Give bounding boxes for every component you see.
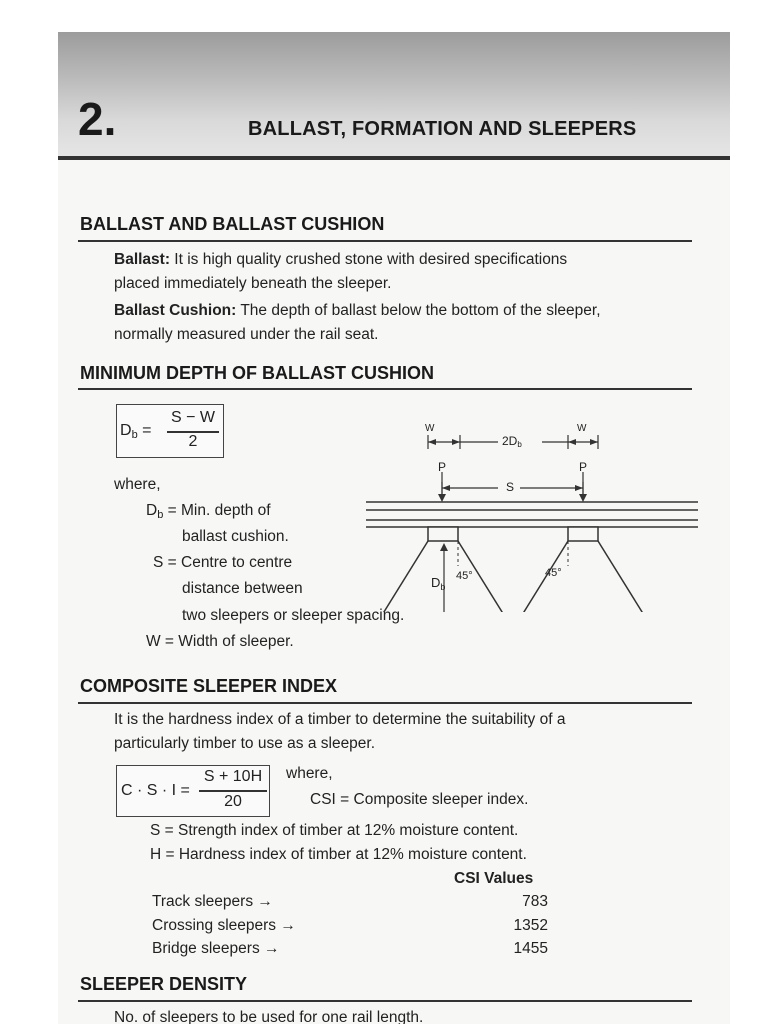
diagram-angle-right: 45°: [545, 567, 562, 579]
csi-definition: CSI = Composite sleeper index.: [310, 791, 529, 808]
cushion-def-line2: normally measured under the rail seat.: [114, 326, 379, 343]
db-definition: $D_b$ = Min. depth of: [146, 502, 271, 521]
formula-lhs: $D_b$ =: [120, 422, 152, 441]
min-depth-formula-box: [116, 404, 224, 458]
row-bridge-value: 1455: [513, 940, 548, 957]
header-divider: [58, 156, 730, 160]
row-track-label: Track sleepers →: [152, 893, 273, 910]
cushion-def-line1: The depth of ballast below the bottom of the sleeper,: [236, 302, 601, 319]
csi-formula-lhs: C · S · I =: [121, 782, 190, 799]
chapter-title: BALLAST, FORMATION AND SLEEPERS: [248, 118, 637, 140]
book-page: [58, 32, 730, 1024]
diagram-p-right: P: [579, 460, 588, 474]
cushion-definition: [114, 299, 601, 347]
fraction-bar: [199, 790, 267, 792]
ballast-term: Ballast:: [114, 251, 170, 268]
formula-denominator: 2: [188, 433, 198, 450]
section-divider: [78, 240, 692, 242]
strength-definition: S = Strength index of timber at 12% moisture content.: [150, 822, 519, 839]
section-divider: [78, 702, 692, 704]
section-heading-csi: COMPOSITE SLEEPER INDEX: [80, 676, 338, 696]
csi-values-header: CSI Values: [454, 870, 534, 887]
row-crossing-value: 1352: [513, 917, 548, 934]
csi-formula-box: [116, 765, 270, 817]
diagram-p-left: P: [438, 460, 447, 474]
s-definition: S = Centre to centre: [153, 554, 293, 571]
section-heading-ballast: BALLAST AND BALLAST CUSHION: [80, 214, 385, 234]
s-definition-cont2: two sleepers or sleeper spacing.: [182, 607, 405, 624]
csi-intro: It is the hardness index of a timber to determine the suitability of a particularly timber to use as a sleeper.: [114, 711, 566, 752]
diagram-w-left: W: [425, 423, 435, 434]
csi-formula-denominator: 20: [224, 793, 242, 810]
section-heading-sleeper-density: SLEEPER DENSITY: [80, 974, 248, 994]
ballast-def-line1: It is high quality crushed stone with desired specifications: [170, 251, 568, 268]
diagram-w-right: W: [577, 423, 587, 434]
ballast-definition: [114, 248, 567, 296]
diagram-2db: 2Db: [502, 434, 522, 449]
db-definition-cont: ballast cushion.: [182, 528, 289, 545]
csi-formula-numerator: S + 10H: [203, 768, 263, 785]
w-definition: W = Width of sleeper.: [146, 633, 294, 650]
csi-where: where,: [286, 765, 333, 782]
section-heading-min-depth: MINIMUM DEPTH OF BALLAST CUSHION: [80, 363, 434, 383]
ballast-def-line2: placed immediately beneath the sleeper.: [114, 275, 392, 292]
s-definition-cont: distance between: [182, 580, 303, 597]
cushion-term: Ballast Cushion:: [114, 302, 237, 319]
section-divider: [78, 1000, 692, 1002]
where-label: where,: [114, 476, 161, 493]
diagram-db: $D_b$: [431, 575, 446, 592]
diagram-angle-left: 45°: [456, 570, 473, 582]
ballast-cushion-diagram: [358, 390, 698, 612]
row-bridge-label: Bridge sleepers →: [152, 940, 280, 957]
formula-numerator: S − W: [170, 409, 215, 426]
chapter-number: 2.: [78, 93, 117, 145]
diagram-s: S: [506, 480, 515, 494]
row-crossing-label: Crossing sleepers →: [152, 917, 296, 934]
row-track-value: 783: [522, 893, 548, 910]
sleeper-density-intro: No. of sleepers to be used for one rail length.: [114, 1009, 424, 1024]
hardness-definition: H = Hardness index of timber at 12% moisture content.: [150, 846, 527, 863]
